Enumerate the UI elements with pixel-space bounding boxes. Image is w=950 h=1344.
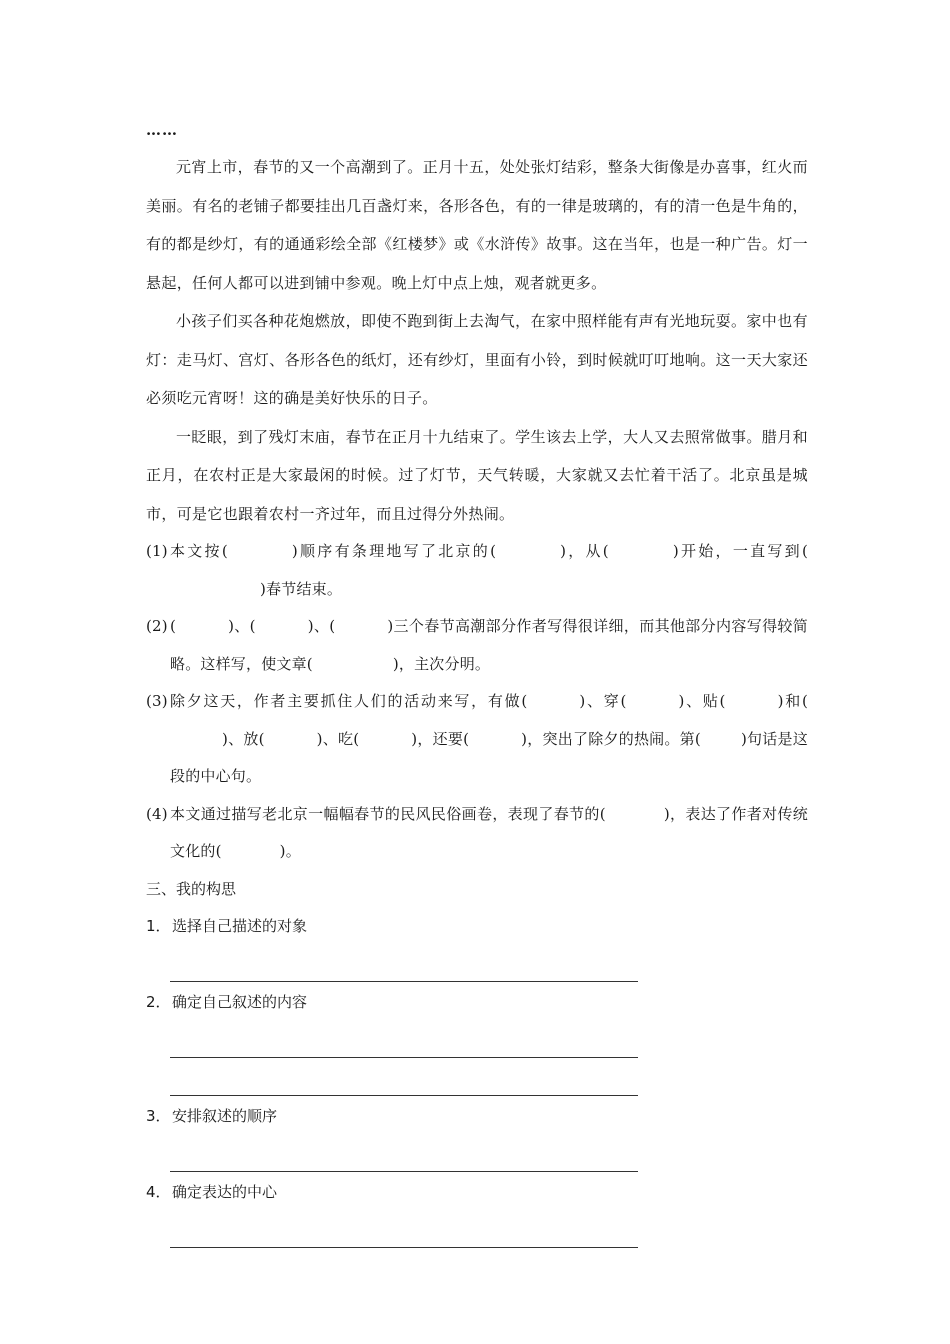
question-2: (2) ( )、( )、( )三个春节高潮部分作者写得很详细，而其他部分内容写得较简略。这样写，使文章( )，主次分明。 [146,608,808,683]
worksheet-page [146,118,808,1250]
answer-line[interactable] [170,945,638,982]
question-number: (4) [146,804,168,823]
answer-line[interactable] [170,1021,638,1058]
question-4: (4) 本文通过描写老北京一幅幅春节的民风民俗画卷，表现了春节的( )，表达了作者对传统文化的( )。 [146,796,808,871]
passage-paragraph-1: 元宵上市，春节的又一个高潮到了。正月十五，处处张灯结彩，整条大街像是办喜事，红火而美丽。有名的老铺子都要挂出几百盏灯来，各形各色，有的一律是玻璃的，有的清一色是牛角的，有的都是纱灯，有的通通彩绘全部《红楼梦》或《水浒传》故事。这在当年，也是一种广告。灯一悬起，任何人都可以进到铺中参观。晚上灯中点上烛，观者就更多。 [146,158,808,292]
question-number: (3) [146,692,168,710]
ellipsis: …… [146,121,178,139]
item-3: 3．安排叙述的顺序 [146,1106,278,1125]
question-number: (1) [146,542,168,560]
item-2: 2．确定自己叙述的内容 [146,992,308,1011]
passage-paragraph-3: 一眨眼，到了残灯末庙，春节在正月十九结束了。学生该去上学，大人又去照常做事。腊月和正月，在农村正是大家最闲的时候。过了灯节，天气转暖，大家就又去忙着干活了。北京虽是城市，可是它也跟着农村一齐过年，而且过得分外热闹。 [146,427,808,523]
question-number: (2) [146,617,168,635]
passage-paragraph-2: 小孩子们买各种花炮燃放，即使不跑到街上去淘气，在家中照样能有声有光地玩耍。家中也有灯：走马灯、宫灯、各形各色的纸灯，还有纱灯，里面有小铃，到时候就叮叮地响。这一天大家还必须吃元宵呀！这的确是美好快乐的日子。 [146,312,808,407]
answer-line[interactable] [170,1135,638,1172]
answer-line[interactable] [170,1211,638,1248]
question-1: (1) 本文按( )顺序有条理地写了北京的( )，从( )开始，一直写到()春节结束。 [146,533,808,608]
item-4: 4．确定表达的中心 [146,1182,278,1201]
section-title: 三、我的构思 [146,879,237,898]
question-3: (3) 除夕这天，作者主要抓住人们的活动来写，有做( )、穿( )、贴( )和()、放( )、吃( )，还要( )，突出了除夕的热闹。第( )句话是这段的中心句。 [146,683,808,796]
answer-line[interactable] [170,1060,638,1096]
item-1: 1．选择自己描述的对象 [146,916,308,935]
